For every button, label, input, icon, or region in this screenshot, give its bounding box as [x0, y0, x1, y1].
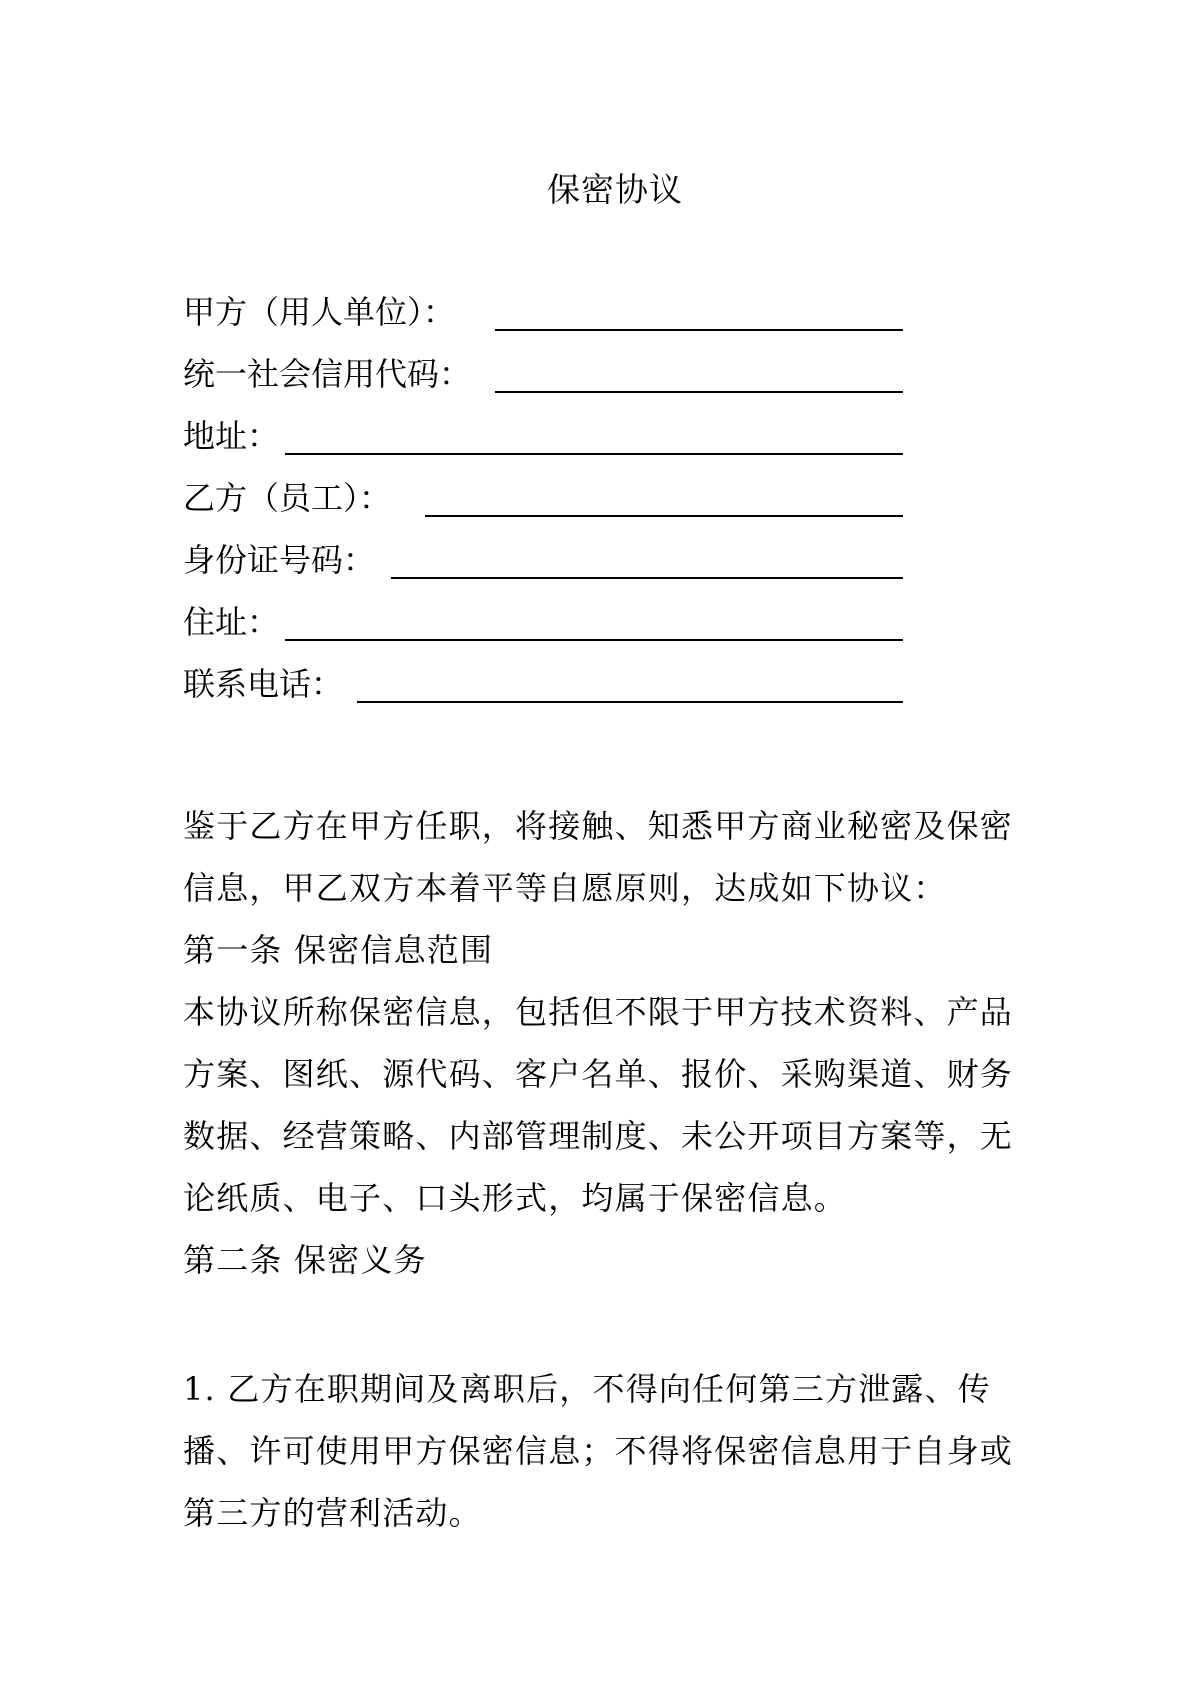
field-label: 住址： — [183, 603, 280, 641]
fill-in-line[interactable] — [391, 577, 903, 579]
field-party-b — [183, 476, 903, 538]
field-label: 统一社会信用代码： — [183, 355, 472, 393]
field-label: 地址： — [183, 417, 280, 455]
fill-in-line[interactable] — [285, 453, 903, 455]
fill-in-line[interactable] — [357, 701, 903, 703]
clause-item: 1. 乙方在职期间及离职后，不得向任何第三方泄露、传播、许可使用甲方保密信息；不得将保密信息用于自身或第三方的营利活动。 — [183, 1370, 1014, 1532]
article1-heading: 第一条 保密信息范围 — [183, 931, 494, 969]
field-label: 身份证号码： — [183, 541, 376, 579]
article2-clauses — [183, 1358, 1023, 1544]
field-phone — [183, 662, 903, 724]
article1-paragraph: 本协议所称保密信息，包括但不限于甲方技术资料、产品方案、图纸、源代码、客户名单、报价、采购渠道、财务数据、经营策略、内部管理制度、未公开项目方案等，无论纸质、电子、口头形式，均属于保密信息。 — [183, 993, 1014, 1217]
agreement-body — [183, 795, 1023, 1291]
field-label: 乙方（员工）： — [183, 479, 392, 517]
field-party-a — [183, 290, 903, 352]
field-id-number — [183, 538, 903, 600]
document-title: 保密协议 — [547, 170, 683, 209]
fill-in-line[interactable] — [425, 515, 903, 517]
fill-in-line[interactable] — [495, 391, 903, 393]
preamble-paragraph: 鉴于乙方在甲方任职，将接触、知悉甲方商业秘密及保密信息，甲乙双方本着平等自愿原则，达成如下协议： — [183, 807, 1014, 907]
party-info-fields — [183, 290, 903, 724]
field-residence — [183, 600, 903, 662]
field-address — [183, 414, 903, 476]
field-label: 甲方（用人单位）： — [183, 293, 456, 331]
article2-heading: 第二条 保密义务 — [183, 1241, 427, 1279]
fill-in-line[interactable] — [285, 639, 903, 641]
field-label: 联系电话： — [183, 665, 344, 703]
field-credit-code — [183, 352, 903, 414]
fill-in-line[interactable] — [495, 329, 903, 331]
